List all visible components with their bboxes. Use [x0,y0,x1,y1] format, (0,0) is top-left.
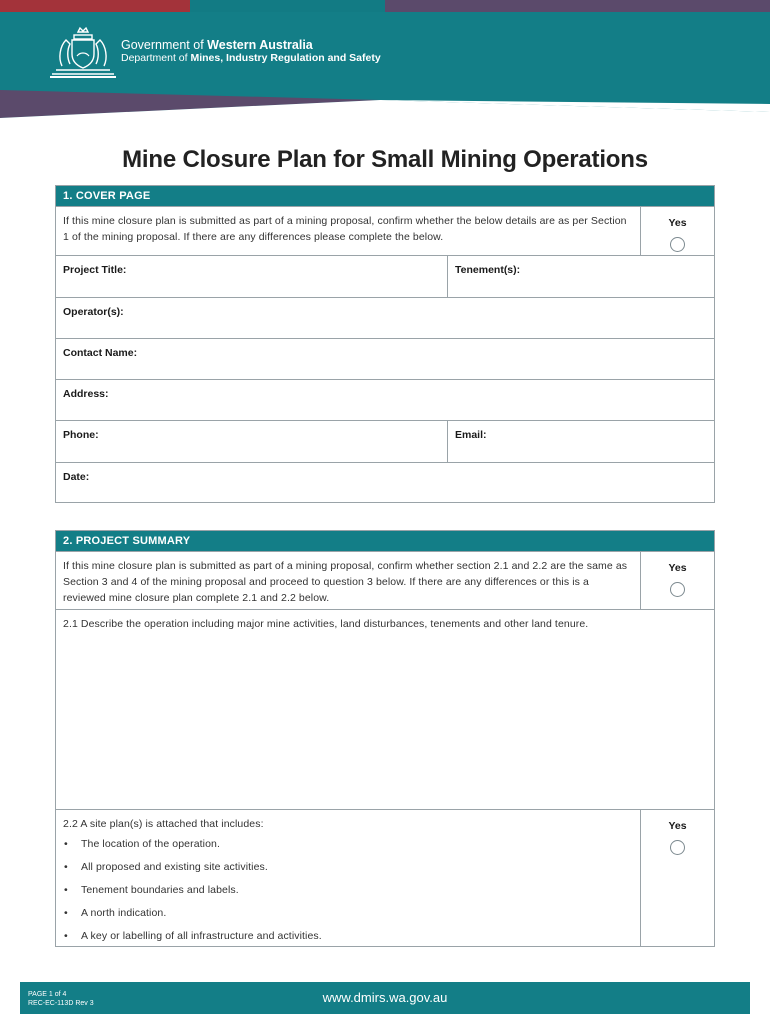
site-plan-yes-label: Yes [668,820,687,832]
document-reference: REC-EC-113D Rev 3 [28,1000,94,1007]
top-color-bar [0,0,770,12]
address-field[interactable] [56,380,714,420]
site-plan-yes-cell [640,810,714,946]
operation-description-field[interactable] [56,610,714,809]
operation-description-row [56,609,714,809]
site-plan-yes-radio[interactable] [670,840,685,855]
project-title-field[interactable] [56,256,447,297]
project-title-label: Project Title: [63,264,127,276]
summary-yes-label: Yes [668,562,687,574]
list-item: • All proposed and existing site activities. [63,859,633,875]
address-row [56,379,714,420]
project-title-row [56,255,714,297]
list-item: • Tenement boundaries and labels. [63,882,633,898]
phone-label: Phone: [63,429,99,441]
summary-confirm-row [56,551,714,609]
summary-yes-radio[interactable] [670,582,685,597]
document-title: Mine Closure Plan for Small Mining Operations [122,146,648,173]
cover-intro-text: If this mine closure plan is submitted as part of a mining proposal, confirm whether the below details are as per Section 1 of the mining proposal. If there are any differences please complete the below. [63,215,627,243]
list-item: • A north indication. [63,905,633,921]
summary-yes-cell [640,552,714,609]
tenements-label: Tenement(s): [455,264,521,276]
operators-field[interactable] [56,298,714,338]
project-summary-section [55,530,715,947]
site-plan-row [56,809,714,946]
cover-page-heading: 1. COVER PAGE [56,186,714,206]
operators-row [56,297,714,338]
cover-yes-label: Yes [668,217,687,229]
site-plan-requirements-list [63,836,633,944]
question-2-2-text: 2.2 A site plan(s) is attached that includes: [63,818,264,830]
government-name [121,38,313,52]
cover-yes-radio[interactable] [670,237,685,252]
top-bar-teal-segment [190,0,385,12]
website-link[interactable]: www.dmirs.wa.gov.au [322,990,448,1005]
top-bar-red-segment [0,0,190,12]
top-bar-purple-segment [385,0,770,12]
project-summary-heading: 2. PROJECT SUMMARY [56,531,714,551]
address-label: Address: [63,388,109,400]
gov-name: Western Australia [207,38,313,52]
page-number: PAGE 1 of 4 [28,991,67,998]
contact-name-field[interactable] [56,339,714,379]
contact-name-row [56,338,714,379]
dept-prefix: Department of [121,52,188,64]
site-plan-question [56,810,640,946]
question-2-1-text: 2.1 Describe the operation including major mine activities, land disturbances, tenements and other land tenure. [63,618,589,630]
phone-email-row [56,420,714,462]
summary-intro-text: If this mine closure plan is submitted as part of a mining proposal, confirm whether section 2.1 and 2.2 are the same as Section 3 and 4 of the mining proposal and proceed to question 3 below. If there are any differences or this is a reviewed mine closure plan complete 2.1 and 2.2 below. [63,560,628,604]
page-footer [20,982,750,1014]
phone-field[interactable] [56,421,447,462]
cover-page-section [55,185,715,503]
gov-prefix: Government of [121,38,204,52]
department-name [121,52,381,64]
date-label: Date: [63,471,90,483]
date-field[interactable] [56,463,714,502]
dept-name: Mines, Industry Regulation and Safety [190,52,381,64]
cover-confirm-row [56,206,714,255]
date-row [56,462,714,502]
list-item: • The location of the operation. [63,836,633,852]
email-label: Email: [455,429,487,441]
operators-label: Operator(s): [63,306,124,318]
list-item: • A key or labelling of all infrastructure and activities. [63,928,633,944]
cover-yes-cell [640,207,714,255]
email-field[interactable] [447,421,714,462]
tenements-field[interactable] [447,256,714,297]
contact-name-label: Contact Name: [63,347,138,359]
wa-coat-of-arms-icon [48,26,118,80]
